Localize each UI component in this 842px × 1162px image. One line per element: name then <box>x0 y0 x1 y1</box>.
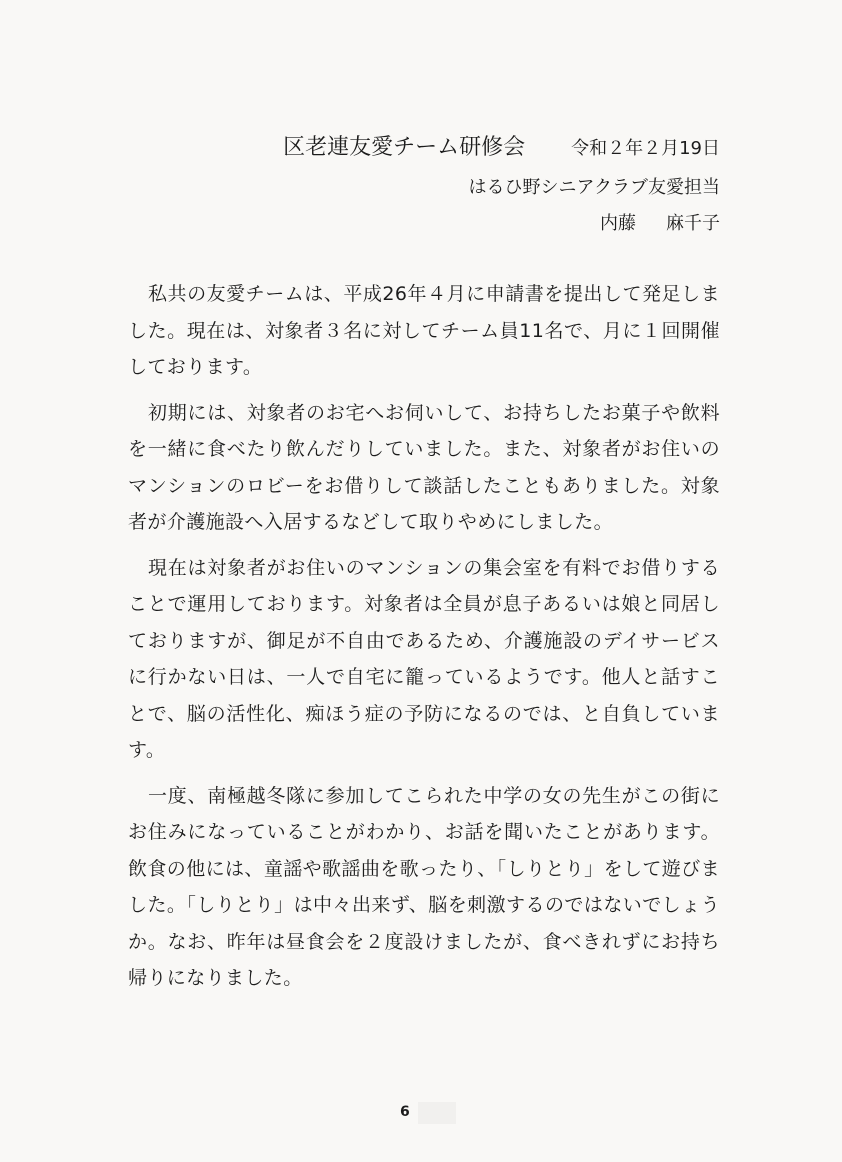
paragraph: 現在は対象者がお住いのマンションの集会室を有料でお借りすることで運用しております。対象者は全員が息子あるいは娘と同居しておりますが、御足が不自由であるため、介護施設のデイサービスに行かない日は、一人で自宅に籠っているようです。他人と話すことで、脳の活性化、痴ほう症の予防になるのでは、と自負しています。 <box>128 556 720 761</box>
paragraph: 一度、南極越冬隊に参加してこられた中学の女の先生がこの街にお住みになっていることがわかり、お話を聞いたことがあります。飲食の他には、童謡や歌謡曲を歌ったり、「しりとり」をして遊びました。「しりとり」は中々出来ず、脳を刺激するのではないでしょうか。なお、昨年は昼食会を２度設けましたが、食べきれずにお持ち帰りになりました。 <box>128 784 720 989</box>
paragraph: 私共の友愛チームは、平成26年４月に申請書を提出して発足しました。現在は、対象者３名に対してチーム員11名で、月に１回開催しております。 <box>128 283 720 378</box>
author-name <box>283 206 720 242</box>
title-line <box>283 130 720 170</box>
page-number: 6 <box>400 1104 410 1120</box>
paragraph: 初期には、対象者のお宅へお伺いして、お持ちしたお菓子や飲料を一緒に食べたり飲んだりしていました。また、対象者がお住いのマンションのロビーをお借りして談話したこともありました。対象者が介護施設へ入居するなどして取りやめにしました。 <box>128 401 720 533</box>
document-header <box>283 130 720 242</box>
organization-name: はるひ野シニアクラブ友愛担当 <box>468 177 720 198</box>
page-number-mask <box>418 1102 456 1124</box>
author-family-name: 内藤 <box>600 213 636 234</box>
document-title: 区老連友愛チーム研修会 <box>283 135 526 160</box>
document-body <box>128 276 720 1006</box>
document-date: 令和２年２月19日 <box>571 138 720 159</box>
author-given-name: 麻千子 <box>666 213 720 234</box>
